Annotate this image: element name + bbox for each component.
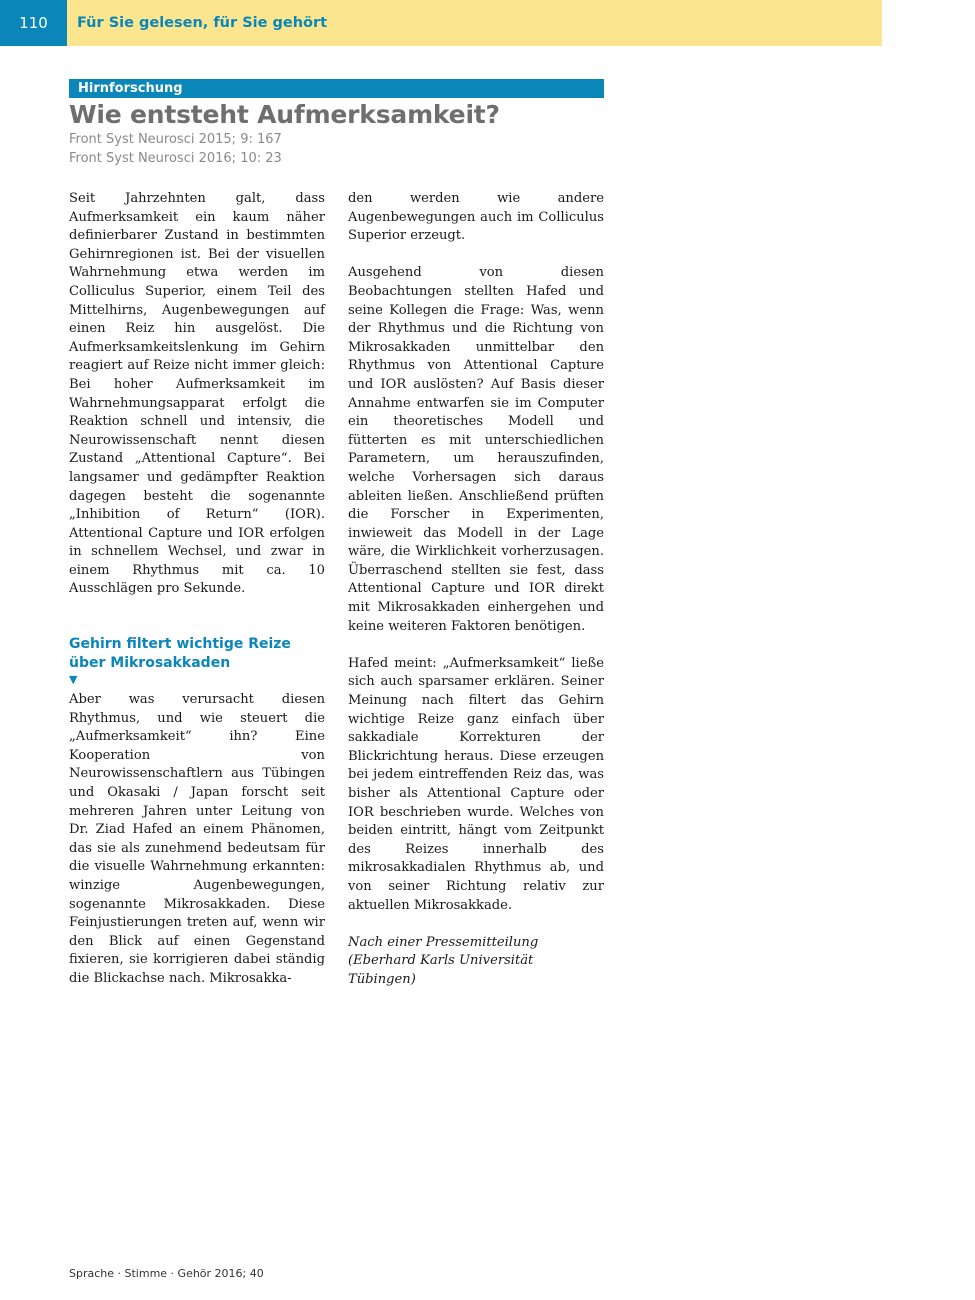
page-number: 110 [0,0,67,46]
article-title: Wie entsteht Aufmerksamkeit? [69,100,500,129]
right-column [348,190,604,990]
body-paragraph: Seit Jahrzehnten galt, dass Aufmerksamkeit ein kaum näher definierbarer Zustand in bestimmten Gehirnregionen ist. Bei der visuellen Wahrnehmung etwa werden im Colliculus Superior, einem Teil des Mittelhirns, Augenbewegungen auf einen Reiz hin ausgelöst. Die Aufmerksamkeitslenkung im Gehirn reagiert auf Reize nicht immer gleich: Bei hoher Aufmerksamkeit im Wahrnehmungsapparat erfolgt die Reaktion schnell und intensiv, die Neurowissenschaft nennt diesen Zustand „Attentional Capture“. Bei langsamer und gedämpfter Reaktion dagegen besteht die sogenannte „Inhibition of Return“ (IOR). Attentional Capture und IOR erfolgen in schnellem Wechsel, und zwar in einem Rhythmus mit ca. 10 Ausschlägen pro Sekunde. [69,191,325,597]
reference-2: Front Syst Neurosci 2016; 10: 23 [69,151,282,166]
category-banner: Hirnforschung [69,79,604,98]
source-line-1: Nach einer Pressemitteilung [348,934,539,950]
body-paragraph: Aber was verursacht diesen Rhythmus, und wie steuert die „Aufmerksamkeit“ ihn? Eine Kooperation von Neurowissenschaftlern aus Tübingen und Okasaki / Japan forscht seit mehreren Jahren unter Leitung von Dr. Ziad Hafed an einem Phänomen, das sie als zunehmend bedeutsam für die visuelle Wahrnehmung erkannten: winzige Augenbewegungen, sogenannte Mikrosakkaden. Diese Feinjustierungen treten auf, wenn wir den Blick auf einen Gegenstand fixieren, sie korrigieren dabei ständig die Blickachse nach. Mikrosakka- [69,692,325,986]
body-paragraph: den werden wie andere Augenbewegungen auch im Colliculus Superior erzeugt. [348,191,604,244]
left-column [69,190,325,989]
body-paragraph: Ausgehend von diesen Beobachtungen stellten Hafed und seine Kollegen die Frage: Was, wenn der Rhythmus und die Richtung von Mikrosakkaden unmittelbar den Rhythmus von Attentional Capture und IOR auslösten? Auf Basis dieser Annahme entwarfen sie im Computer ein theoretisches Modell und fütterten es mit unterschiedlichen Parametern, um herauszufinden, welche Vorhersagen sich daraus ableiten ließen. Anschließend prüften die Forscher in Experimenten, inwieweit das Modell in der Lage wäre, die Wirklichkeit vorherzusagen. Überraschend stellten sie fest, dass Attentional Capture und IOR direkt mit Mikrosakkaden einhergehen und keine weiteren Faktoren benötigen. [348,265,604,634]
body-paragraph: Hafed meint: „Aufmerksamkeit“ ließe sich auch sparsamer erklären. Seiner Meinung nach filtert das Gehirn wichtige Reize ganz einfach über sakkadiale Korrekturen der Blickrichtung heraus. Diese erzeugen bei jedem eintreffenden Reiz das, was bisher als Attentional Capture oder IOR beschrieben wurde. Welches von beiden eintritt, hängt vom Zeitpunkt des Reizes innerhalb des mikrosakkadialen Rhythmus ab, und von seiner Richtung relativ zur aktuellen Mikrosakkade. [348,655,604,913]
triangle-down-icon: ▼ [69,673,78,687]
source-line-2: (Eberhard Karls Universität Tübingen) [348,953,534,987]
section-title: Für Sie gelesen, für Sie gehört [77,15,328,31]
subheading: Gehirn filtert wichtige Reize über Mikrosakkaden [69,636,291,672]
footer-journal: Sprache · Stimme · Gehör 2016; 40 [69,1267,264,1280]
reference-1: Front Syst Neurosci 2015; 9: 167 [69,132,282,147]
source-note [348,934,604,990]
